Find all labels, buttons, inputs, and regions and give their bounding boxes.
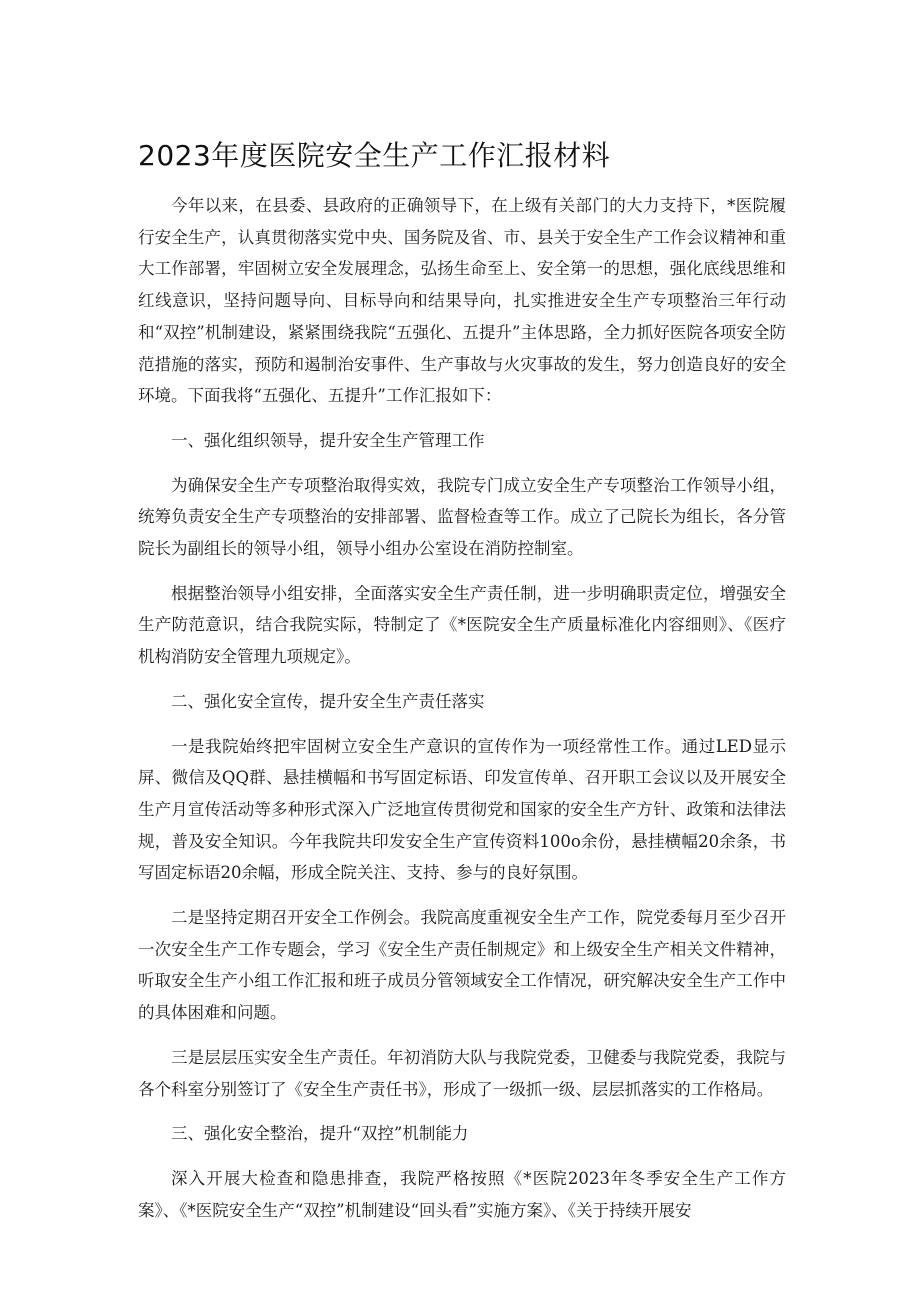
document-body <box>138 190 786 1239</box>
section-1-paragraph-2: 根据整治领导小组安排，全面落实安全生产责任制，进一步明确职责定位，增强安全生产防范意识，结合我院实际，特制定了《*医院安全生产质量标准化内容细则》、《医疗机构消防安全管理九项规定》。 <box>138 583 786 667</box>
section-heading-1: 一、强化组织领导，提升安全生产管理工作 <box>171 430 485 450</box>
section-2-paragraph-3: 三是层层压实安全生产责任。年初消防大队与我院党委，卫健委与我院党委，我院与各个科室分别签订了《安全生产责任书》，形成了一级抓一级、层层抓落实的工作格局。 <box>138 1047 786 1099</box>
section-2-paragraph-2: 二是坚持定期召开安全工作例会。我院高度重视安全生产工作，院党委每月至少召开一次安全生产工作专题会，学习《安全生产责任制规定》和上级安全生产相关文件精神，听取安全生产小组工作汇报和班子成员分管领域安全工作情况，研究解决安全生产工作中的具体困难和问题。 <box>138 908 786 1023</box>
document-title: 2023年度医院安全生产工作汇报材料 <box>138 139 611 172</box>
section-1-paragraph-1: 为确保安全生产专项整治取得实效，我院专门成立安全生产专项整治工作领导小组，统筹负责安全生产专项整治的安排部署、监督检查等工作。成立了己院长为组长，各分管院长为副组长的领导小组，领导小组办公室设在消防控制室。 <box>138 475 786 559</box>
section-2-paragraph-1: 一是我院始终把牢固树立安全生产意识的宣传作为一项经常性工作。通过LED显示屏、微信及QQ群、悬挂横幅和书写固定标语、印发宣传单、召开职工会议以及开展安全生产月宣传活动等多种形式深入广泛地宣传贯彻党和国家的安全生产方针、政策和法律法规，普及安全知识。今年我院共印发安全生产宣传资料100o余份，悬挂横幅20余条，书写固定标语20余幅，形成全院关注、支持、参与的良好氛围。 <box>138 736 786 883</box>
intro-paragraph: 今年以来，在县委、县政府的正确领导下，在上级有关部门的大力支持下，*医院履行安全生产，认真贯彻落实党中央、国务院及省、市、县关于安全生产工作会议精神和重大工作部署，牢固树立安全发展理念，弘扬生命至上、安全第一的思想，强化底线思维和红线意识，坚持问题导向、目标导向和结果导向，扎实推进安全生产专项整治三年行动和“双控”机制建设，紧紧围绕我院“五强化、五提升”主体思路，全力抓好医院各项安全防范措施的落实，预防和遏制治安事件、生产事故与火灾事故的发生，努力创造良好的安全环境。下面我将“五强化、五提升”工作汇报如下： <box>138 196 786 406</box>
section-3-paragraph-1: 深入开展大检查和隐患排查，我院严格按照《*医院2023年冬季安全生产工作方案》、《*医院安全生产“双控”机制建设“回头看”实施方案》、《关于持续开展安 <box>138 1168 786 1220</box>
section-heading-3: 三、强化安全整治，提升“双控”机制能力 <box>171 1124 469 1144</box>
section-heading-2: 二、强化安全宣传，提升安全生产责任落实 <box>171 691 485 711</box>
